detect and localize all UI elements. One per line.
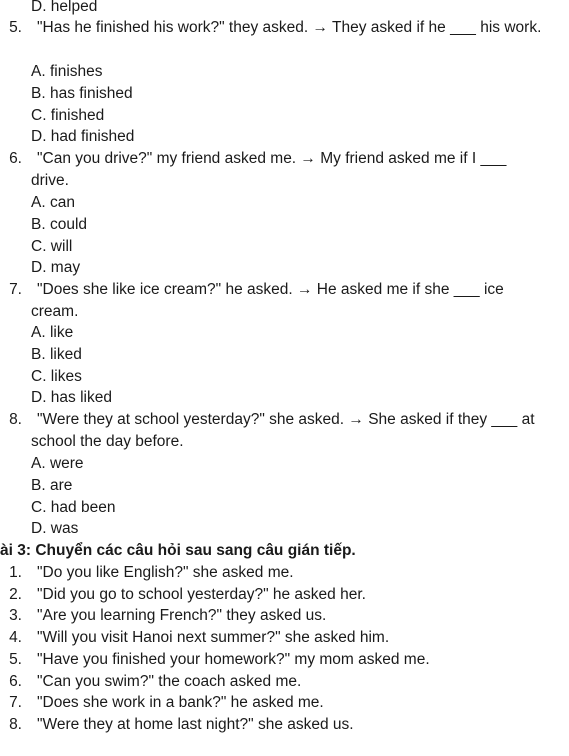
question-7-option-c: C. likes (31, 368, 82, 385)
exercise-6-text: "Can you swim?" the coach asked me. (37, 673, 302, 690)
question-5-option-b: B. has finished (31, 85, 133, 102)
question-7-option-d: D. has liked (31, 389, 112, 406)
question-6-text-cont: drive. (31, 172, 69, 189)
exercise-number-2: 2. (9, 586, 22, 603)
exercise-number-3: 3. (9, 607, 22, 624)
exercise-2-text: "Did you go to school yesterday?" he asked her. (37, 586, 366, 603)
question-5-option-a: A. finishes (31, 63, 103, 80)
exercise-3-text: "Are you learning French?" they asked us. (37, 607, 327, 624)
question-7-option-a: A. like (31, 324, 74, 341)
exercise-number-6: 6. (9, 673, 22, 690)
exercise-5-text: "Have you finished your homework?" my mom asked me. (37, 651, 430, 668)
question-8-option-b: B. are (31, 477, 73, 494)
exercise-number-1: 1. (9, 564, 22, 581)
question-7-option-b: B. liked (31, 346, 82, 363)
exercise-4-text: "Will you visit Hanoi next summer?" she asked him. (37, 629, 390, 646)
exercise-8-text: "Were they at home last night?" she asked us. (37, 716, 354, 733)
option-top: D. helped (31, 0, 98, 15)
question-number-7: 7. (9, 281, 22, 298)
question-6-option-a: A. can (31, 194, 75, 211)
section-heading: ài 3: Chuyển các câu hỏi sau sang câu gián tiếp. (0, 542, 356, 559)
question-8-option-c: C. had been (31, 499, 116, 516)
question-7-text-cont: cream. (31, 303, 79, 320)
exercise-7-text: "Does she work in a bank?" he asked me. (37, 694, 324, 711)
question-8-text-cont: school the day before. (31, 433, 184, 450)
exercise-number-8: 8. (9, 716, 22, 733)
question-8-option-a: A. were (31, 455, 84, 472)
question-6-option-d: D. may (31, 259, 81, 276)
question-6-option-c: C. will (31, 238, 73, 255)
question-6-option-b: B. could (31, 216, 88, 233)
question-number-6: 6. (9, 150, 22, 167)
exercise-number-7: 7. (9, 694, 22, 711)
question-8-text: "Were they at school yesterday?" she asked. → She asked if they ___ at (37, 411, 535, 428)
exercise-number-4: 4. (9, 629, 22, 646)
question-number-8: 8. (9, 411, 22, 428)
question-6-text: "Can you drive?" my friend asked me. → My friend asked me if I ___ (37, 150, 507, 167)
question-7-text: "Does she like ice cream?" he asked. → He asked me if she ___ ice (37, 281, 504, 298)
question-8-option-d: D. was (31, 520, 79, 537)
exercise-number-5: 5. (9, 651, 22, 668)
question-5-option-d: D. had finished (31, 128, 135, 145)
question-number-5: 5. (9, 19, 22, 36)
question-5-text: "Has he finished his work?" they asked. → They asked if he ___ his work. (37, 19, 542, 36)
exercise-1-text: "Do you like English?" she asked me. (37, 564, 294, 581)
question-5-option-c: C. finished (31, 107, 105, 124)
